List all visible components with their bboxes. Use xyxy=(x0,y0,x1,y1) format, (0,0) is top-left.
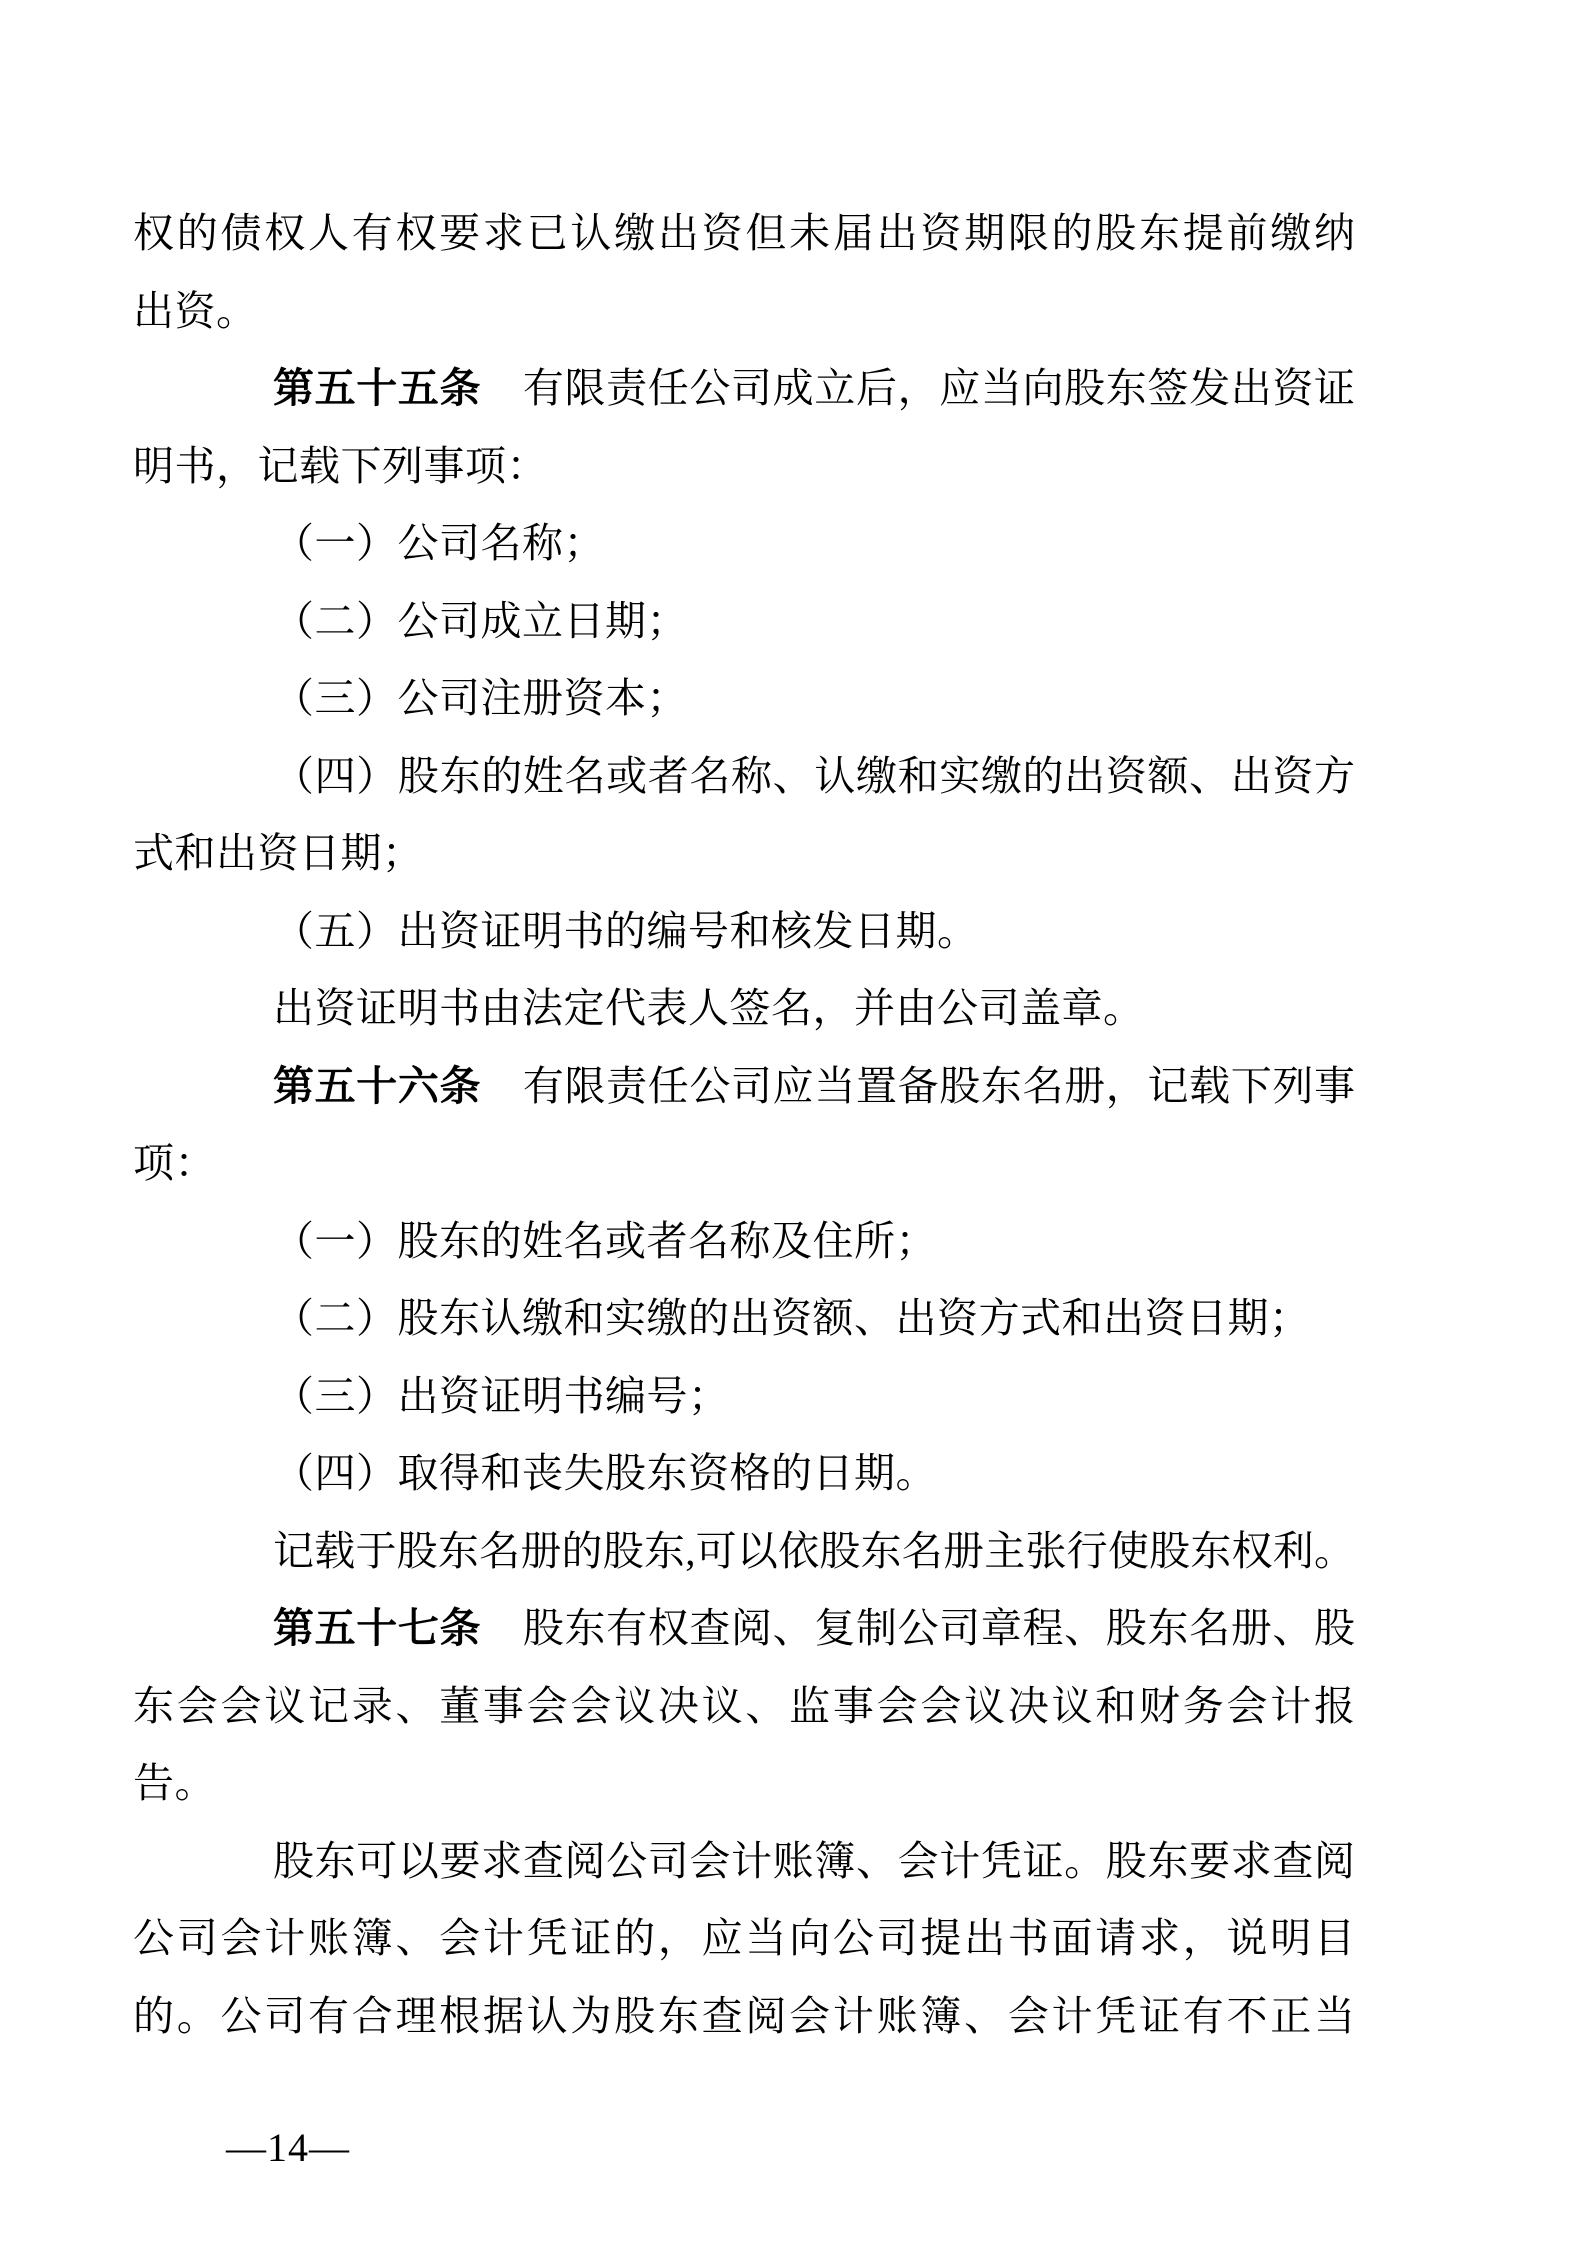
article-55-item-3: （三）公司注册资本； xyxy=(273,675,688,721)
article-56-item-2: （二）股东认缴和实缴的出资额、出资方式和出资日期； xyxy=(273,1295,1311,1341)
article-56-opening-line-2: 项： xyxy=(133,1140,216,1186)
page-number: —14— xyxy=(226,2125,350,2170)
article-55-item-2: （二）公司成立日期； xyxy=(273,597,688,644)
para-prev-continuation-line-1: 权的债权人有权要求已认缴出资但未届出资期限的股东提前缴纳 xyxy=(133,210,1355,256)
article-56-number: 第五十六条 xyxy=(273,1062,482,1109)
article-55-item-4-line-2: 式和出资日期； xyxy=(133,830,424,876)
article-57-para-2-line-1: 股东可以要求查阅公司会计账簿、会计凭证。股东要求查阅 xyxy=(273,1837,1355,1884)
article-55-opening-line-2: 明书，记载下列事项： xyxy=(133,442,548,489)
article-56-item-3: （三）出资证明书编号； xyxy=(273,1372,730,1419)
document-body xyxy=(133,195,1355,2055)
article-55-item-4-line-1: （四）股东的姓名或者名称、认缴和实缴的出资额、出资方 xyxy=(273,752,1355,799)
article-55-opening-line xyxy=(133,350,1355,428)
article-56-opening-line xyxy=(133,1048,1355,1126)
article-57-number: 第五十七条 xyxy=(273,1605,482,1651)
article-55-item-5: （五）出资证明书的编号和核发日期。 xyxy=(273,907,979,954)
article-57-opening-text: 股东有权查阅、复制公司章程、股东名册、股 xyxy=(481,1605,1356,1651)
article-55-item-1: （一）公司名称； xyxy=(273,520,605,566)
article-55-number: 第五十五条 xyxy=(273,365,482,411)
article-56-item-1: （一）股东的姓名或者名称及住所； xyxy=(273,1217,937,1264)
article-55-closing-para: 出资证明书由法定代表人签名，并由公司盖章。 xyxy=(273,985,1145,1031)
article-55-opening-text: 有限责任公司成立后，应当向股东签发出资证 xyxy=(481,365,1356,411)
article-57-opening-line-2: 东会会议记录、董事会会议决议、监事会会议决议和财务会计报 xyxy=(133,1682,1355,1729)
article-57-para-2-line-2: 公司会计账簿、会计凭证的，应当向公司提出书面请求，说明目 xyxy=(133,1915,1355,1961)
article-57-opening-line xyxy=(133,1590,1355,1668)
para-prev-continuation-line-2: 出资。 xyxy=(133,287,258,334)
article-56-opening-text: 有限责任公司应当置备股东名册，记载下列事 xyxy=(481,1062,1356,1109)
article-57-opening-line-3: 告。 xyxy=(133,1760,216,1806)
article-56-closing-para: 记载于股东名册的股东,可以依股东名册主张行使股东权利。 xyxy=(273,1527,1355,1574)
article-56-item-4: （四）取得和丧失股东资格的日期。 xyxy=(273,1450,937,1496)
article-57-para-2-line-3: 的。公司有合理根据认为股东查阅会计账簿、会计凭证有不正当 xyxy=(133,1992,1355,2039)
